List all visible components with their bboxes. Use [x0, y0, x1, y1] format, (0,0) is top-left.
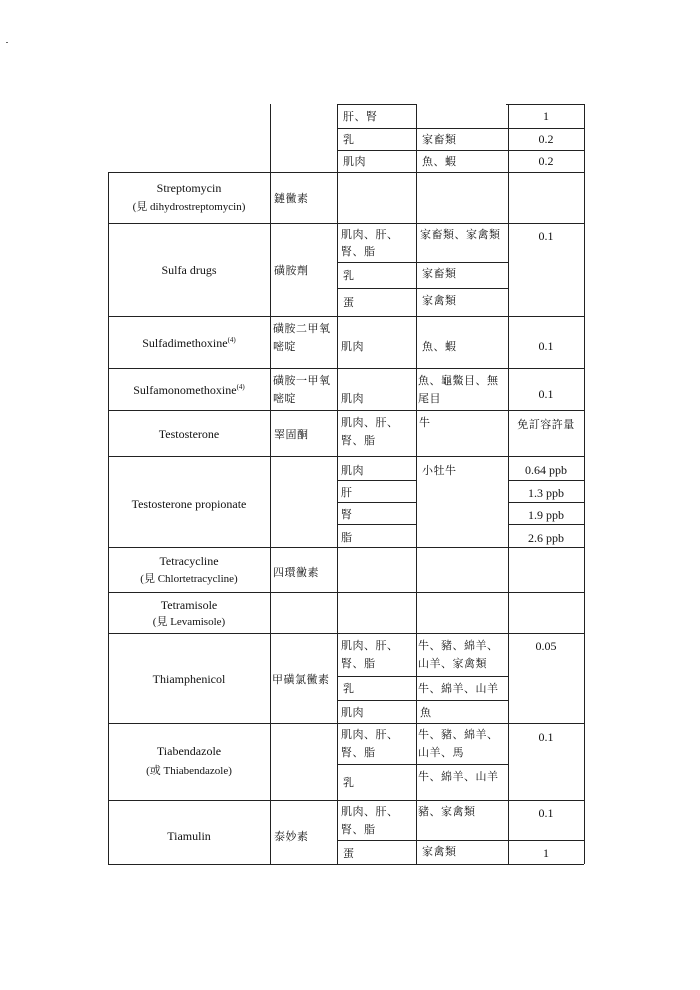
cell-tissue: 肌肉、肝、: [341, 805, 399, 818]
drug-name: Tetramisole: [160, 598, 218, 612]
drug-chinese-name: 嘧啶: [273, 340, 296, 353]
col-1: [270, 104, 271, 864]
drug-name: Streptomycin: [156, 181, 222, 195]
cell-tissue: 肌肉: [341, 340, 364, 353]
rule-10: [108, 456, 584, 457]
cell-tissue: 腎、脂: [341, 823, 376, 836]
cell-animal: 魚、蝦: [422, 340, 457, 353]
cell-animal: 尾目: [418, 392, 441, 405]
col-2: [337, 104, 338, 864]
drug-chinese-name: 睪固酮: [274, 428, 309, 441]
col-right: [584, 104, 585, 864]
rule-1: [337, 128, 584, 129]
rule-15: [108, 592, 584, 593]
drug-chinese-name: 磺胺劑: [274, 264, 309, 277]
col-4: [508, 104, 509, 864]
rule-13: [337, 524, 416, 525]
rule-8: [108, 368, 584, 369]
rule-2: [337, 150, 584, 151]
cell-value: 1: [543, 109, 549, 123]
rule-22: [337, 840, 584, 841]
cell-tissue: 腎、脂: [341, 746, 376, 759]
drug-name: Thiamphenicol: [152, 672, 226, 686]
cell-value: 0.2: [538, 132, 554, 146]
rule-20: [337, 764, 509, 765]
drug-chinese-name: 磺胺二甲氧: [273, 322, 331, 335]
rule-12b: [508, 502, 584, 503]
cell-value: 0.1: [538, 339, 554, 353]
drug-name: Tiabendazole: [156, 744, 222, 758]
cell-tissue: 肌肉: [341, 706, 364, 719]
drug-chinese-name: 嘧啶: [273, 392, 296, 405]
rule-21: [108, 800, 584, 801]
cell-animal: 家畜類: [422, 133, 457, 146]
scan-edge-mark: [6, 42, 8, 43]
rule-14: [108, 547, 584, 548]
rule-top-row1-right: [506, 104, 584, 105]
drug-name: Tetracycline: [159, 554, 219, 568]
drug-chinese-name: 鏈黴素: [274, 192, 309, 205]
rule-11b: [508, 480, 584, 481]
cell-tissue: 肌肉: [341, 392, 364, 405]
drug-reference: (見 dihydrostreptomycin): [132, 201, 246, 213]
cell-tissue: 肌肉、肝、: [341, 416, 399, 429]
drug-name-text: Sulfadimethoxine: [142, 336, 228, 350]
cell-value: 2.6 ppb: [528, 531, 564, 545]
cell-value: 0.1: [538, 806, 554, 820]
rule-17: [337, 676, 509, 677]
cell-animal: 家畜類: [422, 267, 457, 280]
rule-3: [108, 172, 584, 173]
rule-19: [108, 723, 584, 724]
cell-tissue: 肝、腎: [343, 110, 378, 123]
drug-chinese-name: 甲磺氯黴素: [272, 673, 330, 686]
cell-animal: 牛、豬、綿羊、: [418, 728, 499, 741]
rule-9: [108, 410, 584, 411]
cell-tissue: 乳: [343, 133, 355, 146]
cell-tissue: 腎、脂: [341, 434, 376, 447]
cell-animal: 豬、家禽類: [418, 805, 476, 818]
drug-chinese-name: 泰妙素: [274, 830, 309, 843]
cell-tissue: 蛋: [343, 847, 355, 860]
drug-alternate-name: (或 Thiabendazole): [146, 765, 232, 777]
drug-reference: (見 Chlortetracycline): [140, 573, 238, 585]
cell-value: 0.64 ppb: [525, 463, 567, 477]
col-3: [416, 104, 417, 864]
cell-animal: 魚、龜鱉目、無: [418, 374, 499, 387]
drug-chinese-name: 磺胺一甲氧: [273, 374, 331, 387]
rule-top-row1: [337, 104, 416, 105]
cell-animal: 山羊、馬: [418, 746, 464, 759]
cell-animal: 小牡牛: [422, 464, 457, 477]
cell-value: 0.2: [538, 154, 554, 168]
drug-chinese-name: 四環黴素: [273, 566, 319, 579]
cell-tissue: 乳: [343, 269, 355, 282]
cell-tissue: 乳: [343, 682, 355, 695]
drug-reference: (見 Levamisole): [152, 616, 226, 628]
drug-name: [108, 333, 270, 353]
drug-name: Testosterone: [158, 427, 220, 441]
cell-value: 1.9 ppb: [528, 508, 564, 522]
rule-6: [337, 288, 509, 289]
cell-tissue: 腎、脂: [341, 657, 376, 670]
cell-animal: 家禽類: [422, 294, 457, 307]
cell-animal: 牛、豬、綿羊、: [418, 639, 499, 652]
cell-value: 1: [543, 846, 549, 860]
rule-18: [337, 700, 509, 701]
drug-name: Sulfa drugs: [161, 263, 217, 277]
cell-tissue: 肌肉: [343, 155, 366, 168]
drug-name: Tiamulin: [167, 829, 211, 843]
cell-tissue: 肌肉、肝、: [341, 228, 399, 241]
cell-animal: 山羊、家禽類: [418, 657, 487, 670]
rule-5: [337, 262, 509, 263]
drug-name: Testosterone propionate: [131, 497, 247, 511]
cell-animal: 魚、蝦: [422, 155, 457, 168]
cell-tissue: 肌肉、肝、: [341, 728, 399, 741]
cell-animal: 家畜類、家禽類: [420, 228, 501, 241]
cell-animal: 牛: [419, 416, 431, 429]
cell-tissue: 肝: [341, 486, 353, 499]
footnote-marker: (4): [227, 336, 236, 344]
drug-name-text: Sulfamonomethoxine: [133, 383, 237, 397]
cell-tissue: 乳: [343, 776, 355, 789]
cell-value: 0.1: [538, 730, 554, 744]
cell-value: 0.05: [535, 639, 557, 653]
drug-name: [108, 380, 270, 400]
rule-11: [337, 480, 416, 481]
cell-tissue: 腎: [341, 508, 353, 521]
cell-value: 0.1: [538, 387, 554, 401]
cell-value: 免訂容許量: [517, 418, 575, 431]
cell-animal: 家禽類: [422, 845, 457, 858]
rule-bottom: [108, 864, 584, 865]
rule-16: [108, 633, 584, 634]
rule-12: [337, 502, 416, 503]
cell-tissue: 肌肉: [341, 464, 364, 477]
cell-value: 0.1: [538, 229, 554, 243]
cell-tissue: 脂: [341, 531, 353, 544]
cell-animal: 牛、綿羊、山羊: [418, 770, 499, 783]
footnote-marker: (4): [236, 383, 245, 391]
cell-animal: 牛、綿羊、山羊: [418, 682, 499, 695]
cell-animal: 魚: [420, 706, 432, 719]
cell-tissue: 腎、脂: [341, 245, 376, 258]
rule-4: [108, 223, 584, 224]
residue-limit-table: [108, 104, 584, 864]
cell-value: 1.3 ppb: [528, 486, 564, 500]
cell-tissue: 蛋: [343, 296, 355, 309]
cell-tissue: 肌肉、肝、: [341, 639, 399, 652]
rule-13b: [508, 524, 584, 525]
rule-7: [108, 316, 584, 317]
